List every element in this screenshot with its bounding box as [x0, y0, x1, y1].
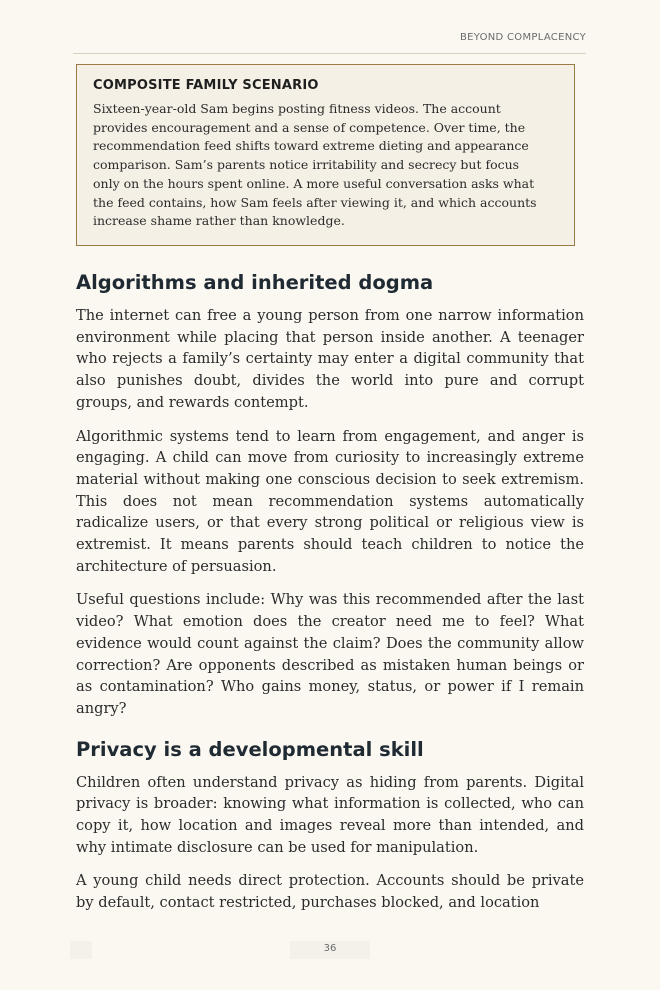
body-paragraph: Useful questions include: Why was this recommended after the last video? What emotion does the creator need me to feel? What evidence would count against the claim? Does the community allow correction? Are opponents described as mistaken human beings or as contamination? Who gains money, status, or power if I remain angry? [76, 591, 584, 717]
callout-title: COMPOSITE FAMILY SCENARIO [93, 78, 319, 93]
scenario-callout-box [76, 64, 575, 246]
callout-line: provides encouragement and a sense of competence. Over time, the [93, 119, 526, 135]
callout-line: Sixteen-year-old Sam begins posting fitness videos. The account [93, 101, 501, 116]
body-paragraph: A young child needs direct protection. Accounts should be private by default, contact restricted, purchases blocked, and location [76, 872, 584, 912]
running-header: BEYOND COMPLACENCY [459, 32, 586, 43]
header-rule [73, 53, 586, 54]
page-number: 36 [323, 943, 337, 954]
callout-line: the feed contains, how Sam feels after viewing it, and which accounts [93, 194, 537, 210]
callout-line: comparison. Sam’s parents notice irritability and secrecy but focus [93, 157, 520, 173]
section-heading-algorithms: Algorithms and inherited dogma [76, 271, 434, 294]
section-heading-privacy: Privacy is a developmental skill [76, 737, 424, 761]
main-content [76, 269, 584, 926]
callout-line: increase shame rather than knowledge. [93, 213, 345, 229]
callout-line: only on the hours spent online. A more useful conversation asks what [93, 175, 535, 191]
callout-line: recommendation feed shifts toward extreme dieting and appearance [93, 138, 529, 154]
body-paragraph: Algorithmic systems tend to learn from engagement, and anger is engaging. A child can move from curiosity to increasingly extreme material without making one conscious decision to seek extremism. This does not mean recommendation systems automatically radicalize users, or that every strong political or religious view is extremist. It means parents should teach children to notice the architecture of persuasion. [76, 427, 584, 575]
body-paragraph: Children often understand privacy as hiding from parents. Digital privacy is broader: knowing what information is collected, who can copy it, how location and images reveal more than intended, and why intimate disclosure can be used for manipulation. [76, 773, 584, 856]
body-paragraph: The internet can free a young person from one narrow information environment while placing that person inside another. A teenager who rejects a family’s certainty may enter a digital community that also punishes doubt, divides the world into pure and corrupt groups, and rewards contempt. [76, 307, 584, 411]
callout-body [93, 100, 558, 231]
